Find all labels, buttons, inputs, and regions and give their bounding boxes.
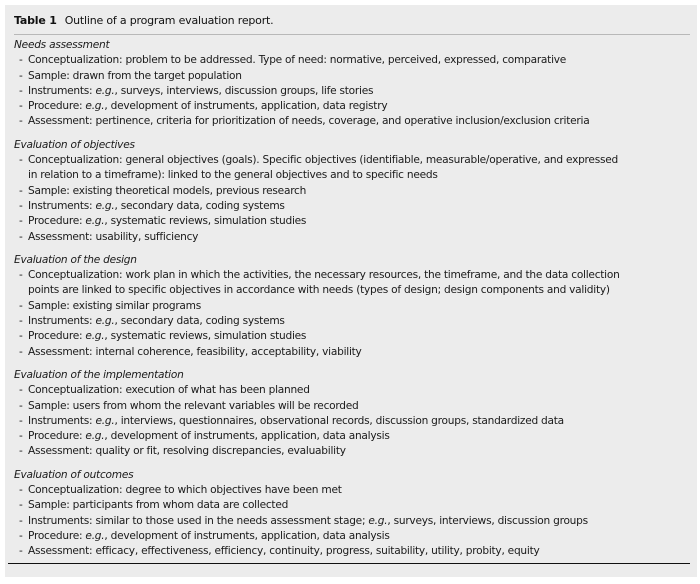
bullet-dash: - xyxy=(19,514,23,527)
item-text: drawn from the target population xyxy=(72,69,242,82)
item-eg: e.g. xyxy=(85,100,105,113)
bullet-dash: - xyxy=(19,199,23,212)
list-item xyxy=(14,429,694,444)
section xyxy=(14,38,694,130)
item-text: degree to which objectives have been met xyxy=(125,484,342,497)
item-key: Instruments: xyxy=(28,84,93,97)
bullet-dash: - xyxy=(19,154,23,167)
item-eg: e.g. xyxy=(95,315,115,328)
table-label: Table 1 xyxy=(14,14,57,27)
item-text: execution of what has been planned xyxy=(125,384,310,397)
item-key: Conceptualization: xyxy=(28,484,123,497)
bullet-dash: - xyxy=(19,315,23,328)
item-text: , development of instruments, application, data analysis xyxy=(104,430,390,443)
section xyxy=(14,468,694,560)
bullet-dash: - xyxy=(19,54,23,67)
item-key: Instruments: xyxy=(28,414,93,427)
item-key: Procedure: xyxy=(28,330,83,343)
item-key: Instruments: xyxy=(28,315,93,328)
item-key: Instruments: xyxy=(28,199,93,212)
item-text: existing theoretical models, previous research xyxy=(72,184,307,197)
table-caption xyxy=(14,14,273,27)
item-key: Sample: xyxy=(28,184,70,197)
item-prefix: similar to those used in the needs assessment stage; xyxy=(95,514,369,527)
section-title: Evaluation of the design xyxy=(14,253,137,266)
item-text: , secondary data, coding systems xyxy=(114,199,285,212)
item-text: , surveys, interviews, discussion groups xyxy=(387,514,588,527)
bullet-dash: - xyxy=(19,545,23,558)
bullet-dash: - xyxy=(19,100,23,113)
item-key: Instruments: xyxy=(28,514,93,527)
item-key: Conceptualization: xyxy=(28,154,123,167)
item-text: , development of instruments, application, data analysis xyxy=(104,529,390,542)
bullet-dash: - xyxy=(19,299,23,312)
bullet-dash: - xyxy=(19,230,23,243)
list-item xyxy=(14,84,694,99)
item-text: existing similar programs xyxy=(72,299,202,312)
bullet-dash: - xyxy=(19,269,23,282)
item-text: efficacy, effectiveness, efficiency, continuity, progress, suitability, utility, probity, equity xyxy=(95,545,540,558)
list-item xyxy=(14,329,694,344)
table-bottom-rule xyxy=(8,563,690,564)
section xyxy=(14,138,694,245)
bullet-dash: - xyxy=(19,414,23,427)
item-text: , development of instruments, application, data registry xyxy=(104,100,388,113)
item-key: Procedure: xyxy=(28,529,83,542)
item-text: users from whom the relevant variables will be recorded xyxy=(72,399,359,412)
item-text: usability, sufficiency xyxy=(95,230,199,243)
table-body xyxy=(14,38,694,568)
list-item xyxy=(14,199,694,214)
item-key: Assessment: xyxy=(28,115,93,128)
section-title: Evaluation of objectives xyxy=(14,138,135,151)
bullet-dash: - xyxy=(19,399,23,412)
item-key: Sample: xyxy=(28,69,70,82)
bullet-dash: - xyxy=(19,345,23,358)
item-eg: e.g. xyxy=(95,84,115,97)
list-item xyxy=(14,69,694,84)
item-text: , secondary data, coding systems xyxy=(114,315,285,328)
section xyxy=(14,253,694,360)
bullet-dash: - xyxy=(19,430,23,443)
item-key: Assessment: xyxy=(28,230,93,243)
item-key: Procedure: xyxy=(28,100,83,113)
list-item xyxy=(14,214,694,229)
bullet-dash: - xyxy=(19,184,23,197)
list-item xyxy=(14,544,694,559)
section-title: Evaluation of the implementation xyxy=(14,368,184,381)
list-item xyxy=(14,414,694,429)
item-continuation: in relation to a timeframe): linked to the general objectives and to specific needs xyxy=(28,169,438,182)
item-eg: e.g. xyxy=(95,414,115,427)
bullet-dash: - xyxy=(19,529,23,542)
list-item xyxy=(14,114,694,129)
item-key: Conceptualization: xyxy=(28,54,123,67)
item-text: quality or fit, resolving discrepancies, evaluability xyxy=(95,445,346,458)
item-key: Assessment: xyxy=(28,445,93,458)
list-item xyxy=(14,498,694,513)
list-item xyxy=(14,53,694,68)
bullet-dash: - xyxy=(19,215,23,228)
item-text: internal coherence, feasibility, acceptability, viability xyxy=(95,345,362,358)
item-text: problem to be addressed. Type of need: normative, perceived, expressed, comparative xyxy=(125,54,567,67)
item-text: pertinence, criteria for prioritization of needs, coverage, and operative inclusion/exclusion criteria xyxy=(95,115,590,128)
list-item xyxy=(14,345,694,360)
item-key: Sample: xyxy=(28,499,70,512)
bullet-dash: - xyxy=(19,69,23,82)
item-key: Conceptualization: xyxy=(28,269,123,282)
bullet-dash: - xyxy=(19,115,23,128)
item-key: Procedure: xyxy=(28,215,83,228)
list-item xyxy=(14,99,694,114)
item-text: work plan in which the activities, the necessary resources, the timeframe, and the data collection xyxy=(125,269,620,282)
list-item xyxy=(14,184,694,199)
list-item xyxy=(14,483,694,498)
list-item xyxy=(14,383,694,398)
list-item xyxy=(14,230,694,245)
list-item xyxy=(14,268,694,299)
item-text: , systematic reviews, simulation studies xyxy=(104,215,307,228)
bullet-dash: - xyxy=(19,330,23,343)
section-title: Evaluation of outcomes xyxy=(14,468,134,481)
bullet-dash: - xyxy=(19,384,23,397)
list-item xyxy=(14,399,694,414)
item-continuation: points are linked to specific objectives in accordance with needs (types of design; design components and validity) xyxy=(28,284,610,297)
item-text: , systematic reviews, simulation studies xyxy=(104,330,307,343)
list-item xyxy=(14,299,694,314)
item-key: Procedure: xyxy=(28,430,83,443)
table-title: Outline of a program evaluation report. xyxy=(64,14,274,27)
item-text: participants from whom data are collected xyxy=(72,499,289,512)
item-key: Assessment: xyxy=(28,345,93,358)
item-eg: e.g. xyxy=(368,514,388,527)
caption-divider xyxy=(14,34,690,35)
list-item xyxy=(14,153,694,184)
list-item xyxy=(14,314,694,329)
list-item xyxy=(14,514,694,529)
item-key: Sample: xyxy=(28,399,70,412)
bullet-dash: - xyxy=(19,499,23,512)
bullet-dash: - xyxy=(19,84,23,97)
item-eg: e.g. xyxy=(95,199,115,212)
item-text: , interviews, questionnaires, observational records, discussion groups, standardized data xyxy=(114,414,564,427)
bullet-dash: - xyxy=(19,484,23,497)
item-eg: e.g. xyxy=(85,529,105,542)
item-text: , surveys, interviews, discussion groups, life stories xyxy=(114,84,374,97)
item-key: Assessment: xyxy=(28,545,93,558)
list-item xyxy=(14,529,694,544)
section-title: Needs assessment xyxy=(14,39,110,51)
item-eg: e.g. xyxy=(85,215,105,228)
bullet-dash: - xyxy=(19,445,23,458)
list-item xyxy=(14,444,694,459)
item-eg: e.g. xyxy=(85,430,105,443)
item-eg: e.g. xyxy=(85,330,105,343)
item-key: Sample: xyxy=(28,299,70,312)
item-text: general objectives (goals). Specific objectives (identifiable, measurable/operative, and expressed xyxy=(125,154,618,167)
section xyxy=(14,368,694,460)
item-key: Conceptualization: xyxy=(28,384,123,397)
